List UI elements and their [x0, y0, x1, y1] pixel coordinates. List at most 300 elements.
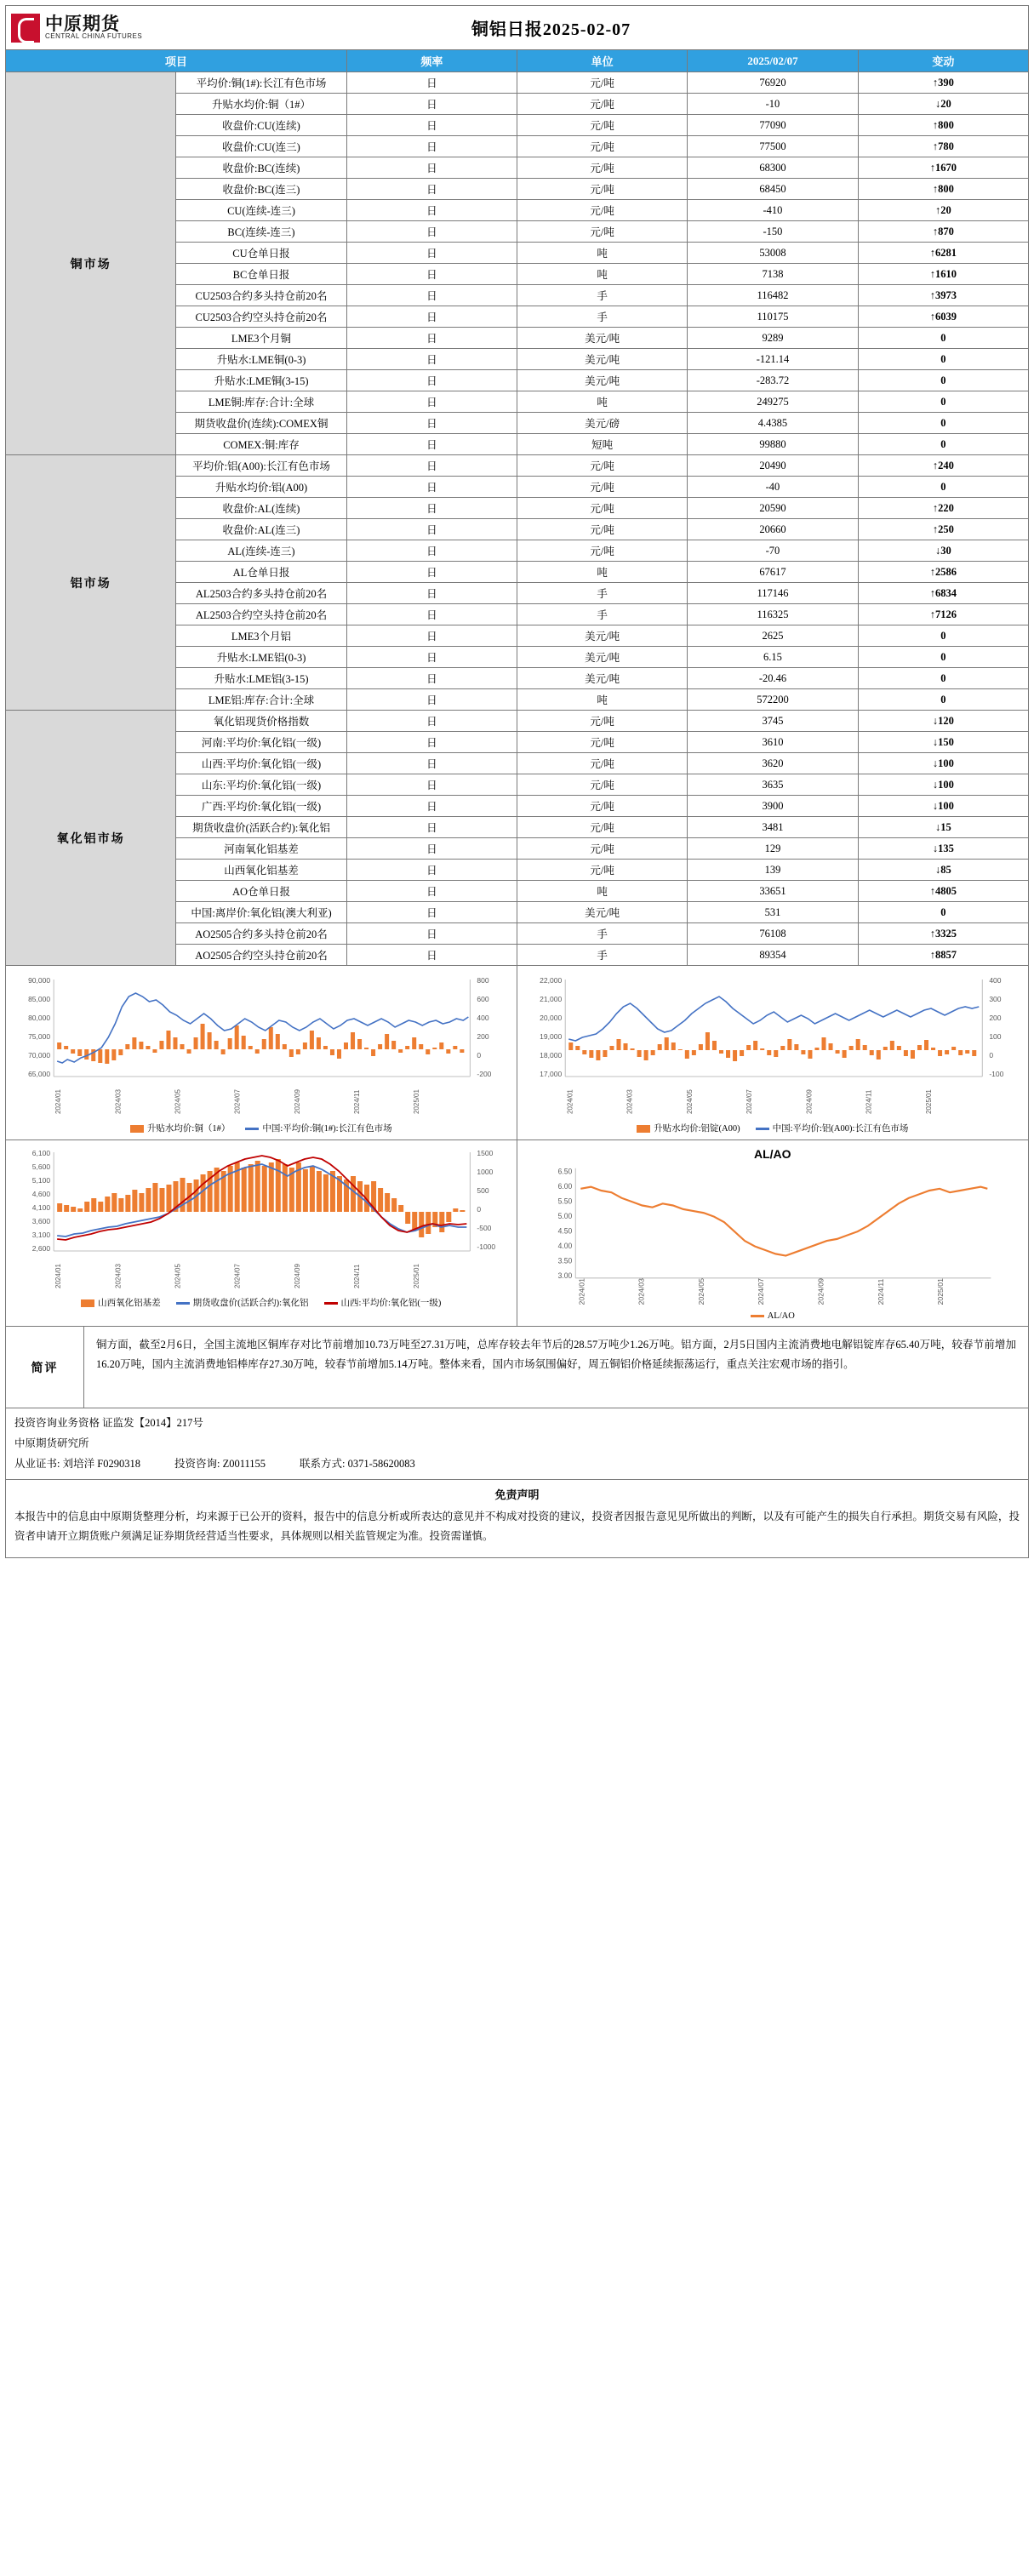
svg-text:5.50: 5.50	[557, 1196, 572, 1206]
row-item: 河南:平均价:氧化铝(一级)	[176, 732, 346, 753]
row-frequency: 日	[346, 689, 517, 711]
row-unit: 元/吨	[517, 860, 687, 881]
row-value: 89354	[688, 945, 858, 966]
legend-label: 山西:平均价:氧化铝(一级)	[340, 1299, 442, 1308]
row-unit: 元/吨	[517, 753, 687, 774]
row-value: 68450	[688, 179, 858, 200]
row-item: 收盘价:AL(连续)	[176, 498, 346, 519]
row-value: 33651	[688, 881, 858, 902]
row-item: 升贴水:LME铜(0-3)	[176, 349, 346, 370]
svg-text:2024/01: 2024/01	[565, 1089, 574, 1114]
commentary-section	[5, 1327, 1029, 1408]
row-change: 0	[858, 902, 1028, 923]
legend-label: 期货收盘价(活跃合约):氧化铝	[192, 1299, 309, 1308]
row-value: 77090	[688, 115, 858, 136]
consult-label: 投资咨询:	[174, 1457, 220, 1470]
row-change: ↑6281	[858, 243, 1028, 264]
row-unit: 元/吨	[517, 774, 687, 796]
row-frequency: 日	[346, 774, 517, 796]
svg-text:2024/01: 2024/01	[54, 1089, 63, 1114]
svg-text:6.50: 6.50	[557, 1166, 572, 1176]
row-unit: 短吨	[517, 434, 687, 455]
row-item: 收盘价:BC(连三)	[176, 179, 346, 200]
contact-block	[300, 1454, 415, 1475]
qualification-line: 投资咨询业务资格 证监发【2014】217号	[14, 1417, 203, 1429]
row-value: 110175	[688, 306, 858, 328]
svg-text:2024/09: 2024/09	[293, 1264, 301, 1288]
row-unit: 美元/吨	[517, 625, 687, 647]
row-unit: 元/吨	[517, 817, 687, 838]
row-value: 116325	[688, 604, 858, 625]
row-item: 平均价:铜(1#):长江有色市场	[176, 72, 346, 94]
svg-text:2024/07: 2024/07	[233, 1089, 242, 1114]
disclaimer-title: 免责声明	[494, 1488, 540, 1502]
row-unit: 美元/吨	[517, 328, 687, 349]
svg-text:2024/07: 2024/07	[233, 1264, 242, 1288]
row-item: LME铜:库存:合计:全球	[176, 391, 346, 413]
consult-number: Z0011155	[222, 1457, 266, 1470]
row-value: -20.46	[688, 668, 858, 689]
col-unit: 单位	[517, 50, 687, 72]
svg-text:75,000: 75,000	[28, 1032, 51, 1041]
svg-text:-100: -100	[988, 1070, 1003, 1078]
svg-text:70,000: 70,000	[28, 1051, 51, 1060]
logo-chinese-name: 中原期货	[45, 14, 120, 35]
row-change: ↑2586	[858, 562, 1028, 583]
row-value: 117146	[688, 583, 858, 604]
svg-text:20,000: 20,000	[539, 1014, 562, 1022]
row-value: 3610	[688, 732, 858, 753]
legend-swatch-bar	[637, 1125, 650, 1133]
row-frequency: 日	[346, 370, 517, 391]
svg-text:-500: -500	[477, 1224, 492, 1232]
consult-block	[174, 1454, 266, 1475]
al-ao-chart-title: AL/AO	[753, 1147, 791, 1161]
row-item: 收盘价:AL(连三)	[176, 519, 346, 540]
row-unit: 元/吨	[517, 477, 687, 498]
row-unit: 美元/吨	[517, 647, 687, 668]
row-value: 68300	[688, 157, 858, 179]
row-frequency: 日	[346, 264, 517, 285]
row-value: 20660	[688, 519, 858, 540]
row-unit: 元/吨	[517, 94, 687, 115]
row-unit: 元/吨	[517, 838, 687, 860]
legend-item	[637, 1122, 740, 1134]
row-change: ↑6834	[858, 583, 1028, 604]
alumina-chart-cell	[6, 1140, 517, 1326]
row-value: 129	[688, 838, 858, 860]
row-item: CU2503合约空头持仓前20名	[176, 306, 346, 328]
row-unit: 手	[517, 306, 687, 328]
row-item: 中国:离岸价:氧化铝(澳大利亚)	[176, 902, 346, 923]
svg-text:200: 200	[988, 1014, 1002, 1022]
row-change: ↑250	[858, 519, 1028, 540]
section-label-1: 铝市场	[6, 455, 176, 711]
svg-text:2024/05: 2024/05	[685, 1089, 694, 1114]
row-change: 0	[858, 349, 1028, 370]
svg-text:2024/05: 2024/05	[696, 1277, 706, 1305]
row-unit: 元/吨	[517, 221, 687, 243]
row-change: ↑8857	[858, 945, 1028, 966]
svg-text:17,000: 17,000	[539, 1070, 562, 1078]
footer-info	[5, 1408, 1029, 1480]
legend-swatch-line	[756, 1128, 769, 1130]
row-change: 0	[858, 370, 1028, 391]
row-unit: 手	[517, 945, 687, 966]
row-frequency: 日	[346, 711, 517, 732]
row-change: ↓135	[858, 838, 1028, 860]
svg-text:65,000: 65,000	[28, 1070, 51, 1078]
svg-text:3.00: 3.00	[557, 1271, 572, 1280]
row-frequency: 日	[346, 306, 517, 328]
row-frequency: 日	[346, 562, 517, 583]
row-change: ↑3325	[858, 923, 1028, 945]
row-item: CU(连续-连三)	[176, 200, 346, 221]
svg-text:6,100: 6,100	[31, 1149, 51, 1157]
row-frequency: 日	[346, 136, 517, 157]
row-frequency: 日	[346, 753, 517, 774]
row-change: ↓85	[858, 860, 1028, 881]
row-item: 收盘价:BC(连续)	[176, 157, 346, 179]
legend-swatch-red-line	[324, 1302, 338, 1305]
table-header-row	[6, 50, 1029, 72]
svg-text:-1000: -1000	[477, 1242, 496, 1251]
row-frequency: 日	[346, 72, 517, 94]
legend-label: 中国:平均价:铝(A00):长江有色市场	[772, 1124, 909, 1134]
legend-swatch-line	[176, 1302, 190, 1305]
legend-item	[756, 1122, 909, 1134]
svg-text:4.00: 4.00	[557, 1241, 572, 1250]
row-frequency: 日	[346, 157, 517, 179]
legend-label: 山西氧化铝基差	[98, 1299, 161, 1308]
row-value: 139	[688, 860, 858, 881]
row-item: AO仓单日报	[176, 881, 346, 902]
table-row	[6, 455, 1029, 477]
aluminum-chart-cell	[517, 966, 1029, 1140]
svg-text:80,000: 80,000	[28, 1014, 51, 1022]
svg-text:0: 0	[477, 1051, 482, 1060]
row-unit: 美元/吨	[517, 370, 687, 391]
logo-mark-icon	[11, 14, 40, 43]
row-unit: 元/吨	[517, 115, 687, 136]
row-value: 9289	[688, 328, 858, 349]
row-change: ↑20	[858, 200, 1028, 221]
row-change: ↑1670	[858, 157, 1028, 179]
row-unit: 元/吨	[517, 455, 687, 477]
row-frequency: 日	[346, 860, 517, 881]
row-value: 7138	[688, 264, 858, 285]
row-value: 531	[688, 902, 858, 923]
svg-text:0: 0	[477, 1205, 482, 1214]
row-frequency: 日	[346, 498, 517, 519]
svg-text:4,600: 4,600	[31, 1190, 51, 1198]
row-frequency: 日	[346, 604, 517, 625]
row-value: 249275	[688, 391, 858, 413]
row-change: 0	[858, 647, 1028, 668]
row-change: 0	[858, 477, 1028, 498]
al-ao-chart-legend	[521, 1310, 1025, 1324]
row-frequency: 日	[346, 115, 517, 136]
svg-text:600: 600	[477, 995, 489, 1003]
svg-text:6.00: 6.00	[557, 1181, 572, 1191]
row-item: 河南氧化铝基差	[176, 838, 346, 860]
row-frequency: 日	[346, 413, 517, 434]
row-frequency: 日	[346, 94, 517, 115]
row-value: -283.72	[688, 370, 858, 391]
svg-text:2024/01: 2024/01	[577, 1277, 586, 1305]
row-value: 572200	[688, 689, 858, 711]
row-change: ↑390	[858, 72, 1028, 94]
row-item: 升贴水均价:铜（1#）	[176, 94, 346, 115]
table-row	[6, 72, 1029, 94]
row-frequency: 日	[346, 647, 517, 668]
row-change: ↓100	[858, 774, 1028, 796]
aluminum-chart	[521, 971, 1025, 1120]
row-item: 山西氧化铝基差	[176, 860, 346, 881]
row-item: AL2503合约多头持仓前20名	[176, 583, 346, 604]
row-unit: 元/吨	[517, 519, 687, 540]
legend-swatch-bar	[81, 1299, 94, 1307]
row-item: 山西:平均价:氧化铝(一级)	[176, 753, 346, 774]
row-value: 53008	[688, 243, 858, 264]
svg-text:19,000: 19,000	[539, 1032, 562, 1041]
row-unit: 元/吨	[517, 179, 687, 200]
svg-text:5,600: 5,600	[31, 1162, 51, 1171]
contact-label: 联系方式:	[300, 1457, 346, 1470]
svg-text:18,000: 18,000	[539, 1051, 562, 1060]
row-value: 4.4385	[688, 413, 858, 434]
svg-text:90,000: 90,000	[28, 976, 51, 985]
row-item: LME3个月铜	[176, 328, 346, 349]
row-change: 0	[858, 689, 1028, 711]
legend-label: 升贴水均价:铜（1#）	[146, 1124, 231, 1134]
svg-text:2024/11: 2024/11	[353, 1089, 362, 1114]
svg-text:2025/01: 2025/01	[413, 1089, 421, 1114]
row-value: 99880	[688, 434, 858, 455]
svg-text:2024/07: 2024/07	[757, 1277, 765, 1305]
row-frequency: 日	[346, 838, 517, 860]
svg-text:5,100: 5,100	[31, 1176, 51, 1185]
row-frequency: 日	[346, 945, 517, 966]
row-value: -70	[688, 540, 858, 562]
row-unit: 元/吨	[517, 540, 687, 562]
logo-english-name: CENTRAL CHINA FUTURES	[45, 32, 143, 41]
row-change: ↑6039	[858, 306, 1028, 328]
row-item: BC(连续-连三)	[176, 221, 346, 243]
row-unit: 手	[517, 604, 687, 625]
legend-label: AL/AO	[767, 1311, 795, 1321]
row-item: 山东:平均价:氧化铝(一级)	[176, 774, 346, 796]
row-unit: 美元/吨	[517, 349, 687, 370]
row-value: 3900	[688, 796, 858, 817]
row-change: ↑240	[858, 455, 1028, 477]
legend-item	[81, 1296, 161, 1309]
row-change: ↑220	[858, 498, 1028, 519]
row-frequency: 日	[346, 796, 517, 817]
row-unit: 吨	[517, 264, 687, 285]
row-unit: 吨	[517, 562, 687, 583]
contact-number: 0371-58620083	[347, 1457, 415, 1470]
svg-text:3,100: 3,100	[31, 1231, 51, 1239]
svg-text:2024/11: 2024/11	[353, 1264, 362, 1288]
svg-text:2024/11: 2024/11	[876, 1278, 885, 1305]
row-unit: 元/吨	[517, 200, 687, 221]
svg-text:2024/05: 2024/05	[174, 1264, 182, 1288]
row-change: ↑800	[858, 115, 1028, 136]
row-item: 期货收盘价(连续):COMEX铜	[176, 413, 346, 434]
row-item: LME铝:库存:合计:全球	[176, 689, 346, 711]
row-frequency: 日	[346, 625, 517, 647]
row-frequency: 日	[346, 221, 517, 243]
row-change: ↑800	[858, 179, 1028, 200]
row-value: 3635	[688, 774, 858, 796]
row-unit: 手	[517, 583, 687, 604]
row-unit: 元/吨	[517, 711, 687, 732]
row-value: 20590	[688, 498, 858, 519]
svg-text:1500: 1500	[477, 1149, 494, 1157]
row-value: -410	[688, 200, 858, 221]
row-unit: 美元/吨	[517, 668, 687, 689]
row-item: 平均价:铝(A00):长江有色市场	[176, 455, 346, 477]
svg-text:4.50: 4.50	[557, 1225, 572, 1236]
svg-text:2024/07: 2024/07	[745, 1089, 753, 1114]
row-unit: 元/吨	[517, 732, 687, 753]
row-value: 3481	[688, 817, 858, 838]
row-change: ↓120	[858, 711, 1028, 732]
row-value: 20490	[688, 455, 858, 477]
svg-text:200: 200	[477, 1032, 489, 1041]
row-value: 3745	[688, 711, 858, 732]
row-frequency: 日	[346, 477, 517, 498]
row-unit: 手	[517, 285, 687, 306]
svg-text:-200: -200	[477, 1070, 492, 1078]
row-frequency: 日	[346, 923, 517, 945]
row-change: ↑4805	[858, 881, 1028, 902]
row-change: ↑870	[858, 221, 1028, 243]
row-frequency: 日	[346, 285, 517, 306]
row-change: ↓30	[858, 540, 1028, 562]
col-change: 变动	[858, 50, 1028, 72]
row-item: AO2505合约多头持仓前20名	[176, 923, 346, 945]
legend-item	[245, 1122, 391, 1134]
svg-text:300: 300	[988, 995, 1002, 1003]
legend-swatch-bar	[130, 1125, 144, 1133]
row-unit: 吨	[517, 243, 687, 264]
row-change: ↓20	[858, 94, 1028, 115]
svg-text:3.50: 3.50	[557, 1255, 572, 1265]
row-change: 0	[858, 328, 1028, 349]
col-freq: 频率	[346, 50, 517, 72]
copper-chart	[9, 971, 513, 1120]
row-value: 76108	[688, 923, 858, 945]
row-value: 77500	[688, 136, 858, 157]
row-value: -10	[688, 94, 858, 115]
row-frequency: 日	[346, 519, 517, 540]
row-change: 0	[858, 434, 1028, 455]
row-item: 收盘价:CU(连续)	[176, 115, 346, 136]
market-data-table	[5, 49, 1029, 966]
row-value: 6.15	[688, 647, 858, 668]
svg-text:400: 400	[477, 1014, 489, 1022]
al-ao-chart-cell	[517, 1140, 1029, 1326]
author-cert: F0290318	[97, 1457, 140, 1470]
row-frequency: 日	[346, 817, 517, 838]
row-item: 期货收盘价(活跃合约):氧化铝	[176, 817, 346, 838]
row-item: 收盘价:CU(连三)	[176, 136, 346, 157]
col-value: 2025/02/07	[688, 50, 858, 72]
row-unit: 吨	[517, 391, 687, 413]
svg-text:22,000: 22,000	[539, 976, 562, 985]
svg-text:2024/03: 2024/03	[637, 1277, 646, 1305]
svg-text:100: 100	[988, 1032, 1002, 1041]
row-frequency: 日	[346, 179, 517, 200]
svg-text:85,000: 85,000	[28, 995, 51, 1003]
table-row	[6, 711, 1029, 732]
row-item: 氧化铝现货价格指数	[176, 711, 346, 732]
row-frequency: 日	[346, 200, 517, 221]
row-change: ↓150	[858, 732, 1028, 753]
row-frequency: 日	[346, 902, 517, 923]
row-item: AL(连续-连三)	[176, 540, 346, 562]
copper-chart-legend	[9, 1120, 513, 1138]
svg-text:0: 0	[988, 1051, 993, 1060]
svg-text:2024/03: 2024/03	[626, 1089, 634, 1114]
copper-chart-cell	[6, 966, 517, 1140]
row-frequency: 日	[346, 732, 517, 753]
legend-item	[751, 1311, 795, 1321]
svg-text:5.00: 5.00	[557, 1211, 572, 1220]
row-item: 升贴水:LME铜(3-15)	[176, 370, 346, 391]
svg-text:400: 400	[988, 976, 1002, 985]
row-value: -121.14	[688, 349, 858, 370]
svg-text:2025/01: 2025/01	[924, 1089, 933, 1114]
alumina-chart	[9, 1145, 513, 1294]
row-frequency: 日	[346, 391, 517, 413]
legend-label: 中国:平均价:铜(1#):长江有色市场	[262, 1124, 392, 1134]
svg-text:4,100: 4,100	[31, 1203, 51, 1212]
row-value: 76920	[688, 72, 858, 94]
author-label: 从业证书:	[14, 1457, 60, 1470]
row-change: 0	[858, 391, 1028, 413]
row-change: ↑3973	[858, 285, 1028, 306]
legend-label: 升贴水均价:铝锭(A00)	[654, 1124, 740, 1134]
row-change: ↓100	[858, 796, 1028, 817]
row-frequency: 日	[346, 434, 517, 455]
svg-text:2024/09: 2024/09	[804, 1089, 813, 1114]
aluminum-chart-legend	[521, 1120, 1025, 1138]
row-change: ↑7126	[858, 604, 1028, 625]
row-item: CU仓单日报	[176, 243, 346, 264]
svg-text:2024/03: 2024/03	[114, 1089, 123, 1114]
row-change: 0	[858, 625, 1028, 647]
row-item: AO2505合约空头持仓前20名	[176, 945, 346, 966]
row-unit: 美元/吨	[517, 902, 687, 923]
col-item: 项目	[6, 50, 347, 72]
row-unit: 美元/磅	[517, 413, 687, 434]
row-item: 广西:平均价:氧化铝(一级)	[176, 796, 346, 817]
row-item: 升贴水均价:铝(A00)	[176, 477, 346, 498]
row-frequency: 日	[346, 243, 517, 264]
svg-text:2024/05: 2024/05	[174, 1089, 182, 1114]
commentary-text: 铜方面，截至2月6日，全国主流地区铜库存对比节前增加10.73万吨至27.31万吨，总库存较去年节后的28.57万吨少1.26万吨。铝方面，2月5日国内主流消费地电解铝锭库存65.40万吨，较春节前增加16.20万吨，国内主流消费地铝棒库存27.30万吨，较春节前增加5.14万吨。整体来看，国内市场氛围偏好，周五铜铝价格延续振荡运行，重点关注宏观市场的指引。	[96, 1339, 1016, 1371]
svg-text:3,600: 3,600	[31, 1217, 51, 1225]
svg-text:2024/03: 2024/03	[114, 1264, 123, 1288]
page-title: 铜铝日报2025-02-07	[471, 20, 631, 39]
legend-swatch-line	[245, 1128, 259, 1130]
row-change: ↑780	[858, 136, 1028, 157]
al-ao-ratio-chart	[521, 1161, 1025, 1310]
row-unit: 元/吨	[517, 157, 687, 179]
